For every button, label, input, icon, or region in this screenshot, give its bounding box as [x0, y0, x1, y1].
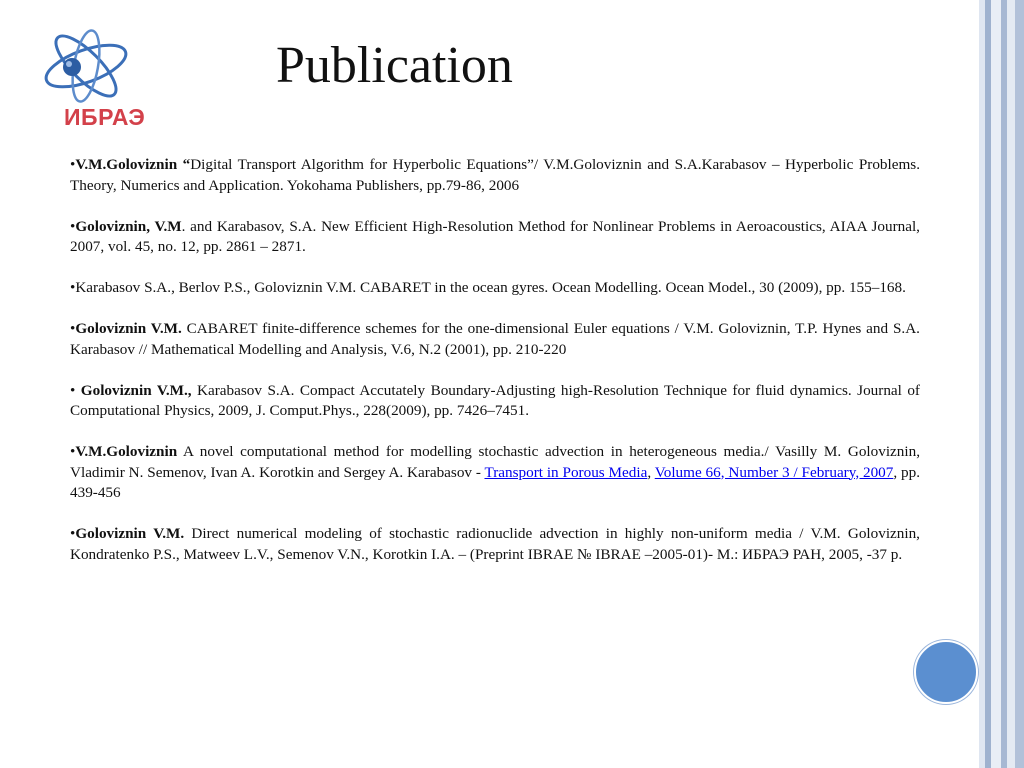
publication-author: V.M.Goloviznin	[75, 443, 178, 460]
publication-author: Goloviznin V.M.,	[80, 381, 192, 399]
bullet: •	[70, 443, 76, 460]
bullet: •	[70, 381, 81, 399]
decorative-stripe	[1007, 0, 1015, 768]
bullet: •	[70, 156, 76, 173]
publication-item	[70, 217, 920, 258]
publication-pages: , pp. 439-456	[70, 463, 921, 501]
publication-list	[70, 155, 920, 586]
publication-text: A novel computational method for modelling stochastic advection in heterogeneous media./ Vasilly M. Goloviznin, Vladimir N. Semenov, Ivan A. Korotkin and Sergey A. Karabasov -	[70, 443, 920, 481]
publication-item	[70, 442, 920, 504]
publication-item	[70, 319, 920, 360]
publication-text: Direct numerical modeling of stochastic radionuclide advection in highly non-uniform media / V.M. Goloviznin, Kondratenko P.S., Matweev L.V., Semenov V.N., Korotkin I.A. – (Preprint IBRAE № IBRAE –2005-01)- M.: ИБРАЭ РАН, 2005, -37 p.	[70, 525, 920, 563]
publication-author: Goloviznin V.M.	[75, 525, 185, 542]
link-separator: ,	[647, 463, 655, 481]
publication-text: Karabasov S.A. Compact Accutately Boundary-Adjusting high-Resolution Technique for fluid dynamics. Journal of Computational Physics, 2009, J. Comput.Phys., 228(2009), pp. 7426–7451.	[70, 381, 920, 419]
publication-author: Goloviznin V.M.	[75, 320, 182, 337]
journal-link[interactable]: Transport in Porous Media	[484, 463, 648, 481]
volume-link[interactable]: Volume 66, Number 3 / February, 2007	[654, 463, 894, 481]
publication-text: Karabasov S.A., Berlov P.S., Goloviznin V.M. CABARET in the ocean gyres. Ocean Modelling. Ocean Model., 30 (2009), pp. 155–168.	[75, 279, 906, 296]
publication-text: CABARET finite-difference schemes for the one-dimensional Euler equations / V.M. Goloviznin, T.P. Hynes and S.A. Karabasov // Mathematical Modelling and Analysis, V.6, N.2 (2001), pp. 210-220	[70, 320, 920, 358]
publication-item	[70, 524, 920, 565]
publication-item	[70, 381, 920, 422]
decorative-stripe	[1015, 0, 1024, 768]
bullet: •	[70, 525, 76, 542]
bullet: •	[70, 217, 76, 235]
publication-item	[70, 278, 920, 299]
publication-item	[70, 155, 920, 196]
decorative-stripe	[991, 0, 1001, 768]
publication-text: . and Karabasov, S.A. New Efficient High-Resolution Method for Nonlinear Problems in Aeroacoustics, AIAA Journal, 2007, vol. 45, no. 12, pp. 2861 – 2871.	[70, 217, 920, 255]
publication-text: Digital Transport Algorithm for Hyperbolic Equations”/ V.M.Goloviznin and S.A.Karabasov – Hyperbolic Problems. Theory, Numerics and Application. Yokohama Publishers, pp.79-86, 2006	[70, 156, 920, 194]
slide-title: Publication	[276, 37, 513, 94]
logo-text: ИБРАЭ	[64, 104, 146, 130]
bullet: •	[70, 320, 76, 337]
publication-author: Goloviznin, V.M	[75, 217, 182, 235]
decorative-circle	[914, 640, 978, 704]
bullet: •	[70, 279, 76, 296]
publication-author: V.M.Goloviznin “	[75, 156, 191, 173]
